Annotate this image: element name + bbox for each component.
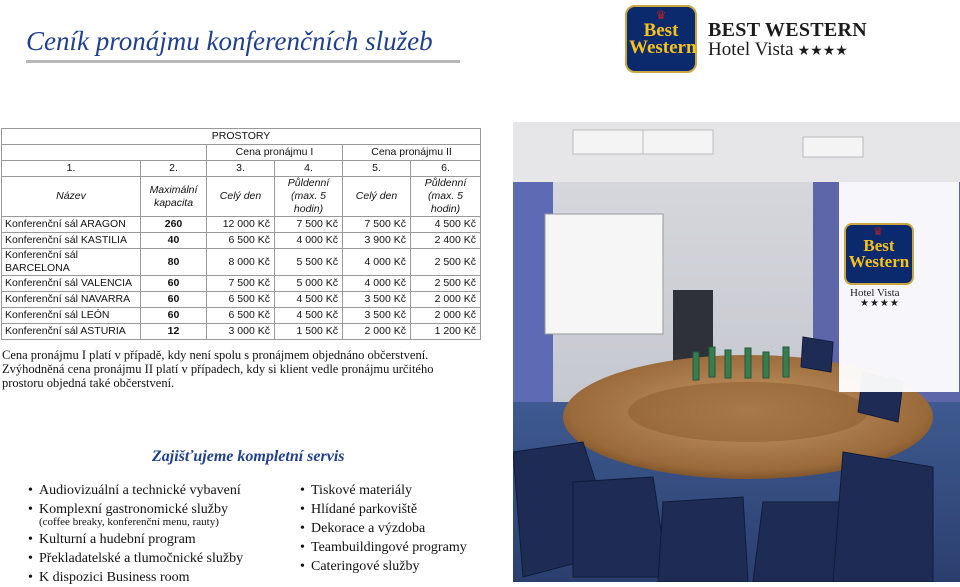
services-title: Zajišťujeme kompletní servis [152, 448, 345, 465]
price-cell: 3 900 Kč [343, 233, 411, 249]
service-item-note: (coffee breaky, konferenční menu, rauty) [39, 516, 219, 528]
brand-name: BEST WESTERN [708, 19, 868, 41]
service-item: • Překladatelské a tlumočnické služby [28, 549, 243, 568]
price-cell: 4 000 Kč [275, 233, 343, 249]
price-cell: 4 000 Kč [343, 249, 411, 276]
price-cell: 2 400 Kč [411, 233, 481, 249]
logo-word-best: Best [643, 20, 679, 41]
capacity-cell: 60 [141, 276, 207, 292]
price-cell: 4 500 Kč [275, 308, 343, 324]
table-row [2, 292, 481, 308]
room-name-cell: Konferenční sál VALENCIA [2, 276, 141, 292]
table-row [2, 324, 481, 340]
side-hotel-stars: ★★★★ [860, 298, 900, 309]
capacity-cell: 260 [141, 217, 207, 233]
side-logo-word-best: Best [863, 236, 895, 255]
price-cell: 1 200 Kč [411, 324, 481, 340]
note-price-2: Zvýhodněná cena pronájmu II platí v případech, kdy si klient vedle pronájmu určitého prostoru objedná také občerstvení. [2, 362, 434, 390]
table-row [2, 233, 481, 249]
header-full-day-1: Celý den [207, 177, 275, 217]
header-full-day-2: Celý den [343, 177, 411, 217]
price-cell: 4 500 Kč [275, 292, 343, 308]
capacity-cell: 60 [141, 308, 207, 324]
column-headers-row [2, 177, 481, 217]
service-item: • Teambuildingové programy [300, 538, 467, 557]
col-number: 4. [275, 161, 343, 177]
service-item: • Kulturní a hudební program [28, 530, 243, 549]
col-number: 1. [2, 161, 141, 177]
service-item: • Komplexní gastronomické služby [28, 500, 243, 519]
header-capacity: Maximální kapacita [141, 177, 207, 217]
room-name-cell: Konferenční sál BARCELONA [2, 249, 141, 276]
price-cell: 2 000 Kč [411, 292, 481, 308]
capacity-cell: 40 [141, 233, 207, 249]
price-cell: 7 500 Kč [343, 217, 411, 233]
side-hotel-name: Hotel Vista [850, 287, 900, 299]
crown-icon: ♛ [655, 8, 667, 22]
price-cell: 7 500 Kč [207, 276, 275, 292]
header-name: Název [2, 177, 141, 217]
service-item: • Dekorace a výzdoba [300, 519, 467, 538]
title-underline [26, 60, 460, 63]
price-cell: 4 500 Kč [411, 217, 481, 233]
room-name-cell: Konferenční sál ASTURIA [2, 324, 141, 340]
col-number: 3. [207, 161, 275, 177]
col-number: 5. [343, 161, 411, 177]
price-cell: 2 500 Kč [411, 276, 481, 292]
side-best-western-logo [844, 223, 914, 285]
header-half-day-2: Půldenní (max. 5 hodin) [411, 177, 481, 217]
price-cell: 3 000 Kč [207, 324, 275, 340]
best-western-logo [625, 5, 697, 73]
service-item: • Audiovizuální a technické vybavení [28, 481, 243, 500]
hotel-stars: ★★★★ [797, 44, 848, 59]
price-cell: 2 000 Kč [343, 324, 411, 340]
price-cell: 3 500 Kč [343, 308, 411, 324]
hotel-name: Hotel Vista ★★★★ [708, 39, 848, 60]
crown-icon: ♛ [873, 226, 883, 238]
room-name-cell: Konferenční sál NAVARRA [2, 292, 141, 308]
price-cell: 5 000 Kč [275, 276, 343, 292]
capacity-cell: 80 [141, 249, 207, 276]
column-numbers-row [2, 161, 481, 177]
table-row [2, 276, 481, 292]
header-half-day-1: Půldenní (max. 5 hodin) [275, 177, 343, 217]
price-cell: 5 500 Kč [275, 249, 343, 276]
room-name-cell: Konferenční sál KASTILIA [2, 233, 141, 249]
service-item: • K dispozici Business room [28, 568, 243, 587]
service-item: • Hlídané parkoviště [300, 500, 467, 519]
logo-word-western: Western [629, 37, 697, 58]
services-list-left [28, 481, 243, 587]
price-group-2: Cena pronájmu II [343, 145, 481, 161]
table-row [2, 308, 481, 324]
col-number: 6. [411, 161, 481, 177]
capacity-cell: 12 [141, 324, 207, 340]
side-logo-word-western: Western [848, 252, 910, 271]
service-item: • Tiskové materiály [300, 481, 467, 500]
service-item: • Cateringové služby [300, 557, 467, 576]
price-cell: 6 500 Kč [207, 308, 275, 324]
table-row [2, 249, 481, 276]
price-cell: 12 000 Kč [207, 217, 275, 233]
note-price-1: Cena pronájmu I platí v případě, kdy není spolu s pronájmem objednáno občerstvení. [2, 348, 429, 362]
page-title: Ceník pronájmu konferenčních služeb [26, 26, 433, 56]
price-cell: 2 000 Kč [411, 308, 481, 324]
pricing-notes [2, 348, 472, 390]
price-cell: 1 500 Kč [275, 324, 343, 340]
price-cell: 7 500 Kč [275, 217, 343, 233]
price-table [1, 128, 481, 340]
conference-room-photo [513, 122, 960, 582]
capacity-cell: 60 [141, 292, 207, 308]
table-row [2, 217, 481, 233]
price-cell: 6 500 Kč [207, 292, 275, 308]
price-cell: 6 500 Kč [207, 233, 275, 249]
room-name-cell: Konferenční sál ARAGON [2, 217, 141, 233]
section-title: PROSTORY [2, 129, 481, 145]
price-group-1: Cena pronájmu I [207, 145, 343, 161]
price-cell: 4 000 Kč [343, 276, 411, 292]
price-cell: 3 500 Kč [343, 292, 411, 308]
price-cell: 2 500 Kč [411, 249, 481, 276]
room-name-cell: Konferenční sál LEÓN [2, 308, 141, 324]
col-number: 2. [141, 161, 207, 177]
price-cell: 8 000 Kč [207, 249, 275, 276]
services-list-right [300, 481, 467, 576]
